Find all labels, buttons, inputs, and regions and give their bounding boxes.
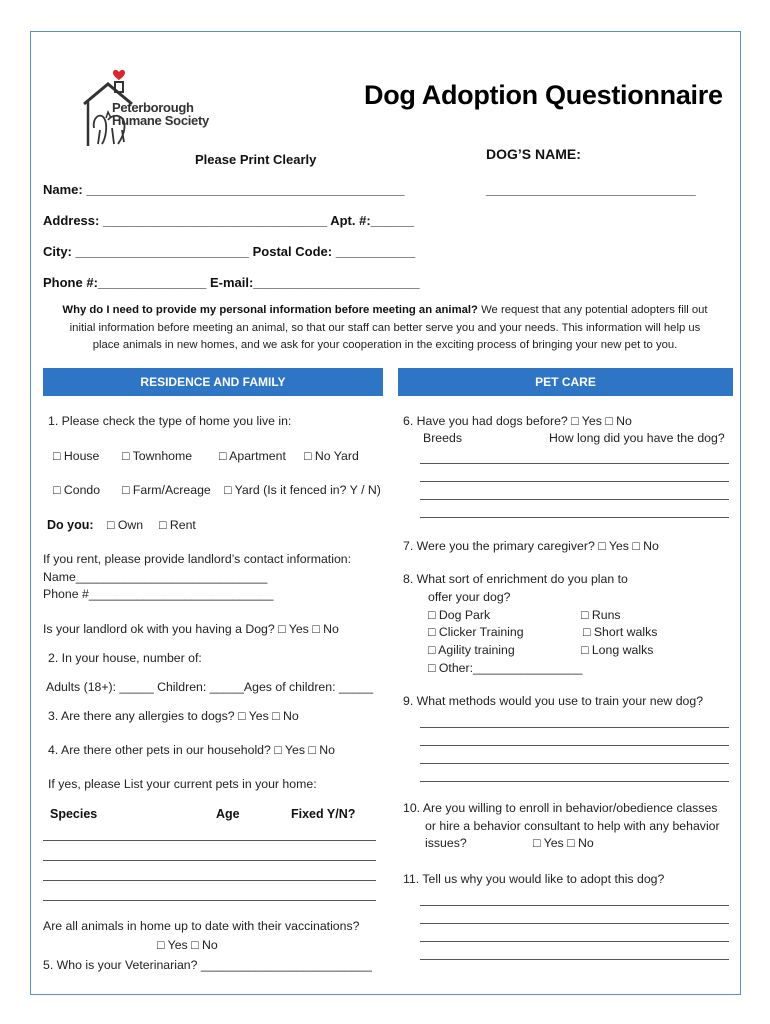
humane-society-logo xyxy=(78,68,238,153)
phone-email-field[interactable]: Phone #:_______________ E-mail:_______________________ xyxy=(43,275,420,290)
home-condo-checkbox[interactable]: □ Condo xyxy=(53,483,101,497)
home-noyard-checkbox[interactable]: □ No Yard xyxy=(304,449,359,463)
home-farm-checkbox[interactable]: □ Farm/Acreage xyxy=(122,483,211,497)
q11-line-1[interactable] xyxy=(420,905,729,906)
question-10-line2: or hire a behavior consultant to help with any behavior xyxy=(425,819,720,833)
long-walks-checkbox[interactable]: □ Long walks xyxy=(581,643,654,657)
q9-line-2[interactable] xyxy=(420,745,729,746)
vaccinations-question: Are all animals in home up to date with their vaccinations? xyxy=(43,919,360,933)
runs-checkbox[interactable]: □ Runs xyxy=(581,608,621,622)
other-checkbox[interactable]: □ Other:________________ xyxy=(428,661,583,675)
how-long-label: How long did you have the dog? xyxy=(549,431,725,445)
q6-line-2[interactable] xyxy=(420,481,729,482)
breeds-label: Breeds xyxy=(423,431,462,445)
dogs-name-field[interactable]: _____________________________ xyxy=(486,182,696,197)
pets-line-1[interactable] xyxy=(43,840,376,841)
pets-line-3[interactable] xyxy=(43,880,376,881)
dog-park-checkbox[interactable]: □ Dog Park xyxy=(428,608,491,622)
pets-line-2[interactable] xyxy=(43,860,376,861)
question-8-line2: offer your dog? xyxy=(428,590,511,604)
household-counts-field[interactable]: Adults (18+): _____ Children: _____Ages of children: _____ xyxy=(46,680,374,694)
question-9: 9. What methods would you use to train your new dog? xyxy=(403,694,704,708)
q6-line-4[interactable] xyxy=(420,517,729,518)
do-you-label: Do you: xyxy=(47,518,94,532)
landlord-name-field[interactable]: Name____________________________ xyxy=(43,570,268,584)
col-fixed: Fixed Y/N? xyxy=(291,807,356,821)
col-species: Species xyxy=(50,807,98,821)
home-house-checkbox[interactable]: □ House xyxy=(53,449,100,463)
dogs-name-label: DOG’S NAME: xyxy=(486,146,581,162)
intro-paragraph xyxy=(46,302,724,355)
org-name-line1: Peterborough xyxy=(112,100,194,115)
q9-line-3[interactable] xyxy=(420,763,729,764)
form-title: Dog Adoption Questionnaire xyxy=(364,80,723,110)
question-3[interactable]: 3. Are there any allergies to dogs? □ Yes □ No xyxy=(48,709,299,723)
home-yard-checkbox[interactable]: □ Yard (Is it fenced in? Y / N) xyxy=(224,483,381,497)
pets-line-4[interactable] xyxy=(43,900,376,901)
city-postal-field[interactable]: City: ________________________ Postal Code: ___________ xyxy=(43,244,416,259)
intro-line3: place animals in new homes, and we ask for your cooperation in the exciting process of bringing your new pet to you. xyxy=(92,339,678,351)
page-frame xyxy=(30,31,741,995)
rent-checkbox[interactable]: □ Rent xyxy=(159,518,196,532)
short-walks-checkbox[interactable]: □ Short walks xyxy=(583,625,658,639)
question-11: 11. Tell us why you would like to adopt this dog? xyxy=(403,872,665,886)
question-4[interactable]: 4. Are there other pets in our household? □ Yes □ No xyxy=(48,743,335,757)
name-field[interactable]: Name: ____________________________________________ xyxy=(43,182,405,197)
question-2: 2. In your house, number of: xyxy=(48,651,202,665)
q6-line-1[interactable] xyxy=(420,463,729,464)
col-age: Age xyxy=(216,807,240,821)
q11-line-4[interactable] xyxy=(420,959,729,960)
question-1: 1. Please check the type of home you live in: xyxy=(48,414,292,428)
landlord-info-label: If you rent, please provide landlord’s contact information: xyxy=(43,552,352,566)
home-apartment-checkbox[interactable]: □ Apartment xyxy=(219,449,286,463)
home-townhome-checkbox[interactable]: □ Townhome xyxy=(122,449,193,463)
question-6[interactable]: 6. Have you had dogs before? □ Yes □ No xyxy=(403,414,632,428)
own-checkbox[interactable]: □ Own xyxy=(107,518,144,532)
landlord-phone-field[interactable]: Phone #___________________________ xyxy=(43,587,274,601)
list-pets-label: If yes, please List your current pets in your home: xyxy=(48,777,317,791)
landlord-ok-question[interactable]: Is your landlord ok with you having a Dog? □ Yes □ No xyxy=(43,622,339,636)
org-name-line2: Humane Society xyxy=(112,113,209,128)
residence-family-banner: RESIDENCE AND FAMILY xyxy=(43,368,383,396)
q9-line-1[interactable] xyxy=(420,727,729,728)
question-8-line1: 8. What sort of enrichment do you plan to xyxy=(403,572,628,586)
q11-line-2[interactable] xyxy=(420,923,729,924)
q6-line-3[interactable] xyxy=(420,499,729,500)
print-clearly-note: Please Print Clearly xyxy=(195,152,317,167)
clicker-training-checkbox[interactable]: □ Clicker Training xyxy=(428,625,524,639)
q11-line-3[interactable] xyxy=(420,941,729,942)
question-7[interactable]: 7. Were you the primary caregiver? □ Yes □ No xyxy=(403,539,659,553)
question-10-line3: issues? xyxy=(425,836,467,850)
q9-line-4[interactable] xyxy=(420,781,729,782)
intro-line2: initial information before meeting an animal, so that our staff can better serve you and your needs. This information will help us xyxy=(69,321,701,334)
question-5[interactable]: 5. Who is your Veterinarian? _________________________ xyxy=(43,958,372,972)
address-field[interactable]: Address: _______________________________ Apt. #:______ xyxy=(43,213,415,228)
question-10-options[interactable]: □ Yes □ No xyxy=(533,836,594,850)
intro-bold: Why do I need to provide my personal information before meeting an animal? xyxy=(62,304,478,316)
vaccinations-options[interactable]: □ Yes □ No xyxy=(157,938,218,952)
agility-training-checkbox[interactable]: □ Agility training xyxy=(428,643,515,657)
pet-care-banner: PET CARE xyxy=(398,368,733,396)
intro-line1: We request that any potential adopters fill out xyxy=(477,304,708,316)
question-10-line1: 10. Are you willing to enroll in behavior/obedience classes xyxy=(403,801,718,815)
